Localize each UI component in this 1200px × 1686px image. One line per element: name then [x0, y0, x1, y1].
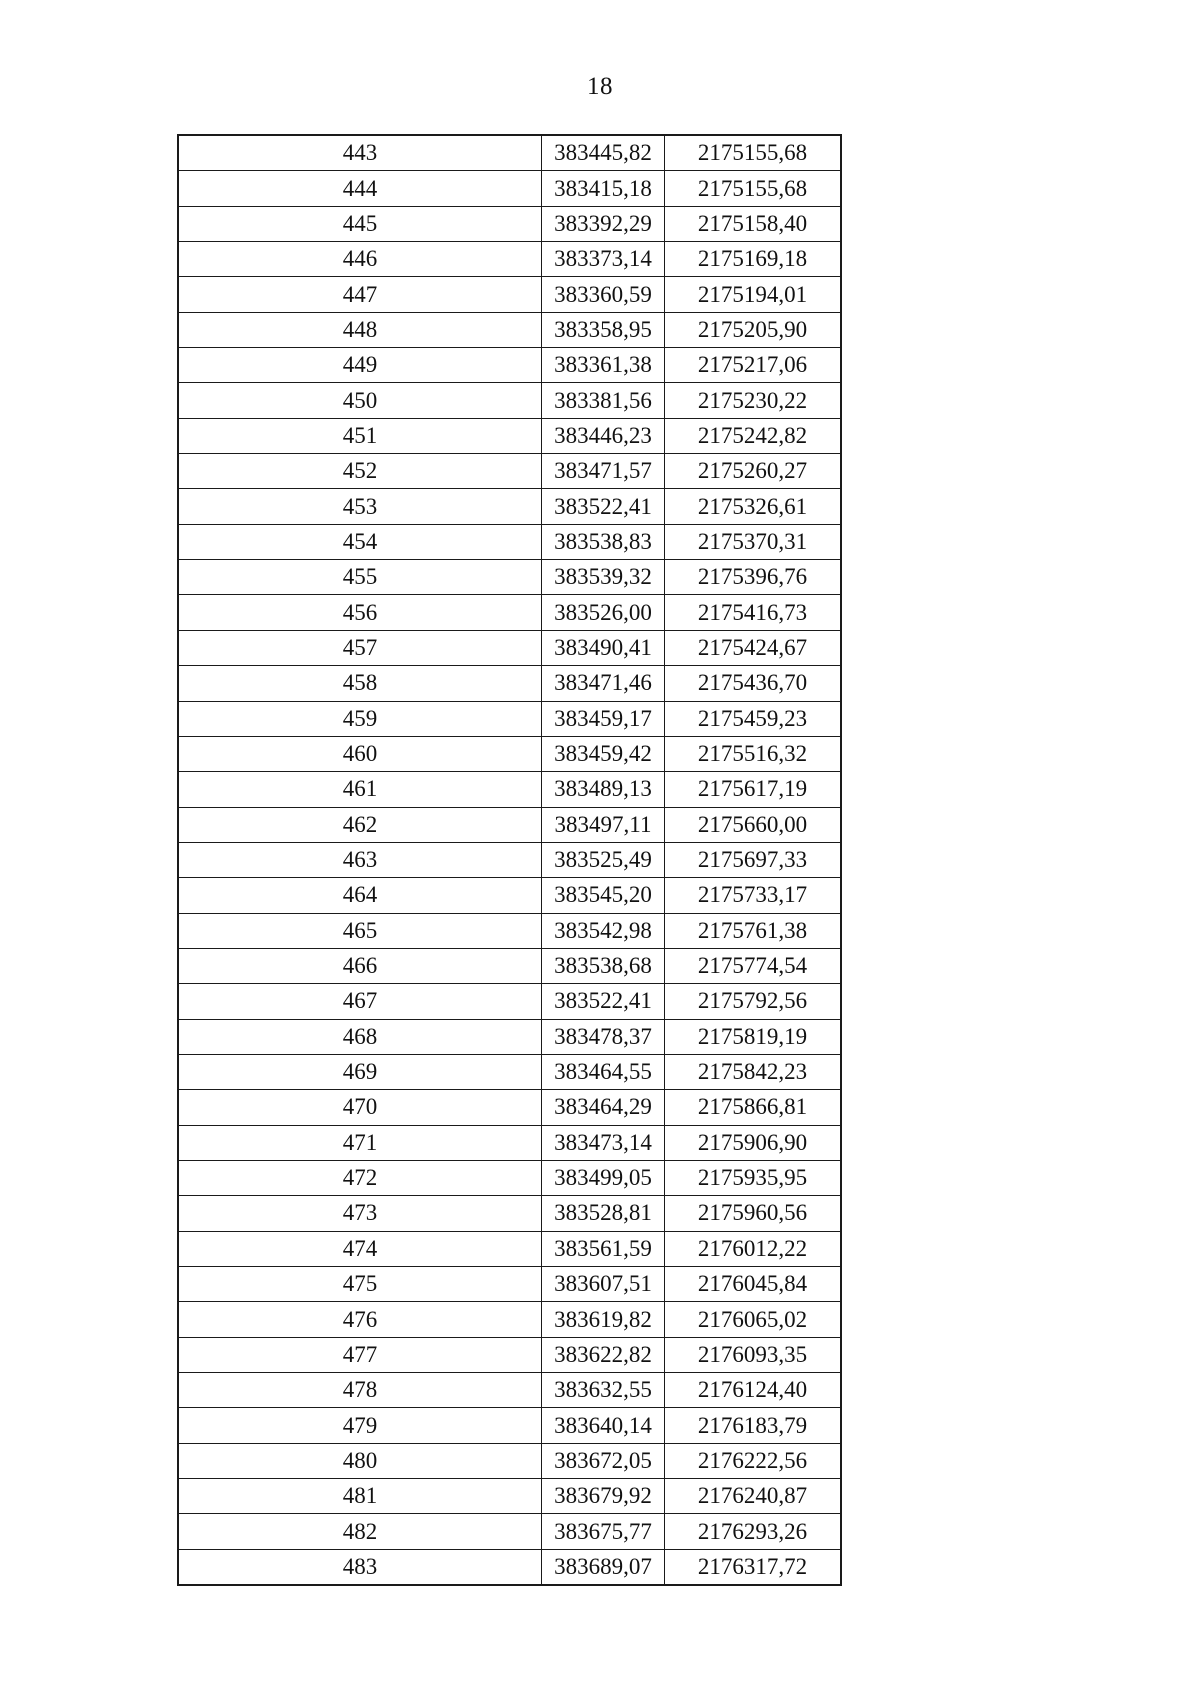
point-number-cell: 451: [178, 418, 542, 453]
y-coordinate-cell: 2176222,56: [665, 1443, 842, 1478]
table-row: [178, 1443, 841, 1478]
x-coordinate-cell: 383539,32: [542, 560, 665, 595]
point-number-cell: 479: [178, 1408, 542, 1443]
point-number-cell: 449: [178, 348, 542, 383]
x-coordinate-cell: 383545,20: [542, 878, 665, 913]
x-coordinate-cell: 383459,17: [542, 701, 665, 736]
x-coordinate-cell: 383415,18: [542, 171, 665, 206]
table-row: [178, 383, 841, 418]
table-row: [178, 312, 841, 347]
table-row: [178, 878, 841, 913]
point-number-cell: 445: [178, 206, 542, 241]
table-row: [178, 1054, 841, 1089]
x-coordinate-cell: 383471,57: [542, 454, 665, 489]
table-row: [178, 807, 841, 842]
point-number-cell: 444: [178, 171, 542, 206]
y-coordinate-cell: 2175459,23: [665, 701, 842, 736]
x-coordinate-cell: 383490,41: [542, 630, 665, 665]
x-coordinate-cell: 383459,42: [542, 736, 665, 771]
y-coordinate-cell: 2176183,79: [665, 1408, 842, 1443]
y-coordinate-cell: 2175436,70: [665, 666, 842, 701]
point-number-cell: 460: [178, 736, 542, 771]
x-coordinate-cell: 383679,92: [542, 1479, 665, 1514]
point-number-cell: 443: [178, 135, 542, 171]
x-coordinate-cell: 383489,13: [542, 772, 665, 807]
table-row: [178, 948, 841, 983]
point-number-cell: 465: [178, 913, 542, 948]
point-number-cell: 467: [178, 984, 542, 1019]
point-number-cell: 469: [178, 1054, 542, 1089]
y-coordinate-cell: 2175169,18: [665, 242, 842, 277]
point-number-cell: 480: [178, 1443, 542, 1478]
table-row: [178, 1019, 841, 1054]
y-coordinate-cell: 2175819,19: [665, 1019, 842, 1054]
y-coordinate-cell: 2175733,17: [665, 878, 842, 913]
point-number-cell: 482: [178, 1514, 542, 1549]
point-number-cell: 457: [178, 630, 542, 665]
table-row: [178, 701, 841, 736]
x-coordinate-cell: 383622,82: [542, 1337, 665, 1372]
table-row: [178, 242, 841, 277]
page-number: 18: [587, 73, 613, 100]
x-coordinate-cell: 383640,14: [542, 1408, 665, 1443]
point-number-cell: 455: [178, 560, 542, 595]
x-coordinate-cell: 383522,41: [542, 489, 665, 524]
y-coordinate-cell: 2175158,40: [665, 206, 842, 241]
table-row: [178, 135, 841, 171]
y-coordinate-cell: 2175424,67: [665, 630, 842, 665]
point-number-cell: 458: [178, 666, 542, 701]
table-row: [178, 736, 841, 771]
coordinates-table-body: [178, 135, 841, 1585]
point-number-cell: 452: [178, 454, 542, 489]
x-coordinate-cell: 383464,55: [542, 1054, 665, 1089]
x-coordinate-cell: 383542,98: [542, 913, 665, 948]
point-number-cell: 471: [178, 1125, 542, 1160]
table-row: [178, 984, 841, 1019]
table-row: [178, 842, 841, 877]
y-coordinate-cell: 2175205,90: [665, 312, 842, 347]
y-coordinate-cell: 2175217,06: [665, 348, 842, 383]
table-row: [178, 1549, 841, 1585]
coordinates-table: [177, 134, 842, 1586]
x-coordinate-cell: 383360,59: [542, 277, 665, 312]
point-number-cell: 475: [178, 1267, 542, 1302]
x-coordinate-cell: 383672,05: [542, 1443, 665, 1478]
point-number-cell: 462: [178, 807, 542, 842]
table-row: [178, 418, 841, 453]
point-number-cell: 474: [178, 1231, 542, 1266]
x-coordinate-cell: 383478,37: [542, 1019, 665, 1054]
table-row: [178, 489, 841, 524]
x-coordinate-cell: 383526,00: [542, 595, 665, 630]
table-row: [178, 1408, 841, 1443]
y-coordinate-cell: 2175697,33: [665, 842, 842, 877]
x-coordinate-cell: 383464,29: [542, 1090, 665, 1125]
x-coordinate-cell: 383675,77: [542, 1514, 665, 1549]
table-row: [178, 772, 841, 807]
point-number-cell: 446: [178, 242, 542, 277]
y-coordinate-cell: 2176065,02: [665, 1302, 842, 1337]
table-row: [178, 560, 841, 595]
table-row: [178, 630, 841, 665]
y-coordinate-cell: 2175416,73: [665, 595, 842, 630]
y-coordinate-cell: 2176012,22: [665, 1231, 842, 1266]
point-number-cell: 477: [178, 1337, 542, 1372]
y-coordinate-cell: 2175396,76: [665, 560, 842, 595]
table-row: [178, 1514, 841, 1549]
y-coordinate-cell: 2175516,32: [665, 736, 842, 771]
x-coordinate-cell: 383381,56: [542, 383, 665, 418]
point-number-cell: 447: [178, 277, 542, 312]
x-coordinate-cell: 383373,14: [542, 242, 665, 277]
y-coordinate-cell: 2176317,72: [665, 1549, 842, 1585]
y-coordinate-cell: 2175866,81: [665, 1090, 842, 1125]
y-coordinate-cell: 2175155,68: [665, 171, 842, 206]
y-coordinate-cell: 2175761,38: [665, 913, 842, 948]
point-number-cell: 463: [178, 842, 542, 877]
x-coordinate-cell: 383607,51: [542, 1267, 665, 1302]
y-coordinate-cell: 2175774,54: [665, 948, 842, 983]
table-row: [178, 1373, 841, 1408]
table-row: [178, 913, 841, 948]
x-coordinate-cell: 383632,55: [542, 1373, 665, 1408]
table-row: [178, 595, 841, 630]
y-coordinate-cell: 2175842,23: [665, 1054, 842, 1089]
x-coordinate-cell: 383689,07: [542, 1549, 665, 1585]
point-number-cell: 454: [178, 524, 542, 559]
table-row: [178, 277, 841, 312]
x-coordinate-cell: 383561,59: [542, 1231, 665, 1266]
point-number-cell: 481: [178, 1479, 542, 1514]
y-coordinate-cell: 2176124,40: [665, 1373, 842, 1408]
point-number-cell: 468: [178, 1019, 542, 1054]
table-row: [178, 1090, 841, 1125]
y-coordinate-cell: 2175906,90: [665, 1125, 842, 1160]
y-coordinate-cell: 2175960,56: [665, 1196, 842, 1231]
y-coordinate-cell: 2175242,82: [665, 418, 842, 453]
y-coordinate-cell: 2175155,68: [665, 135, 842, 171]
y-coordinate-cell: 2175370,31: [665, 524, 842, 559]
x-coordinate-cell: 383471,46: [542, 666, 665, 701]
point-number-cell: 473: [178, 1196, 542, 1231]
table-row: [178, 171, 841, 206]
y-coordinate-cell: 2175230,22: [665, 383, 842, 418]
y-coordinate-cell: 2176293,26: [665, 1514, 842, 1549]
y-coordinate-cell: 2175935,95: [665, 1160, 842, 1195]
table-row: [178, 1302, 841, 1337]
table-row: [178, 1337, 841, 1372]
point-number-cell: 472: [178, 1160, 542, 1195]
table-row: [178, 1479, 841, 1514]
x-coordinate-cell: 383619,82: [542, 1302, 665, 1337]
table-row: [178, 1125, 841, 1160]
table-row: [178, 1196, 841, 1231]
point-number-cell: 478: [178, 1373, 542, 1408]
point-number-cell: 448: [178, 312, 542, 347]
x-coordinate-cell: 383358,95: [542, 312, 665, 347]
y-coordinate-cell: 2175660,00: [665, 807, 842, 842]
y-coordinate-cell: 2175326,61: [665, 489, 842, 524]
x-coordinate-cell: 383499,05: [542, 1160, 665, 1195]
point-number-cell: 456: [178, 595, 542, 630]
y-coordinate-cell: 2175260,27: [665, 454, 842, 489]
x-coordinate-cell: 383538,68: [542, 948, 665, 983]
table-row: [178, 1160, 841, 1195]
point-number-cell: 450: [178, 383, 542, 418]
point-number-cell: 483: [178, 1549, 542, 1585]
x-coordinate-cell: 383445,82: [542, 135, 665, 171]
y-coordinate-cell: 2175792,56: [665, 984, 842, 1019]
point-number-cell: 453: [178, 489, 542, 524]
point-number-cell: 464: [178, 878, 542, 913]
x-coordinate-cell: 383361,38: [542, 348, 665, 383]
x-coordinate-cell: 383522,41: [542, 984, 665, 1019]
point-number-cell: 470: [178, 1090, 542, 1125]
x-coordinate-cell: 383446,23: [542, 418, 665, 453]
table-row: [178, 206, 841, 241]
point-number-cell: 466: [178, 948, 542, 983]
table-row: [178, 1231, 841, 1266]
y-coordinate-cell: 2175194,01: [665, 277, 842, 312]
table-row: [178, 666, 841, 701]
x-coordinate-cell: 383497,11: [542, 807, 665, 842]
x-coordinate-cell: 383473,14: [542, 1125, 665, 1160]
point-number-cell: 459: [178, 701, 542, 736]
y-coordinate-cell: 2175617,19: [665, 772, 842, 807]
x-coordinate-cell: 383538,83: [542, 524, 665, 559]
table-row: [178, 454, 841, 489]
x-coordinate-cell: 383525,49: [542, 842, 665, 877]
y-coordinate-cell: 2176093,35: [665, 1337, 842, 1372]
y-coordinate-cell: 2176240,87: [665, 1479, 842, 1514]
x-coordinate-cell: 383528,81: [542, 1196, 665, 1231]
table-row: [178, 348, 841, 383]
y-coordinate-cell: 2176045,84: [665, 1267, 842, 1302]
table-row: [178, 1267, 841, 1302]
point-number-cell: 461: [178, 772, 542, 807]
point-number-cell: 476: [178, 1302, 542, 1337]
x-coordinate-cell: 383392,29: [542, 206, 665, 241]
table-row: [178, 524, 841, 559]
